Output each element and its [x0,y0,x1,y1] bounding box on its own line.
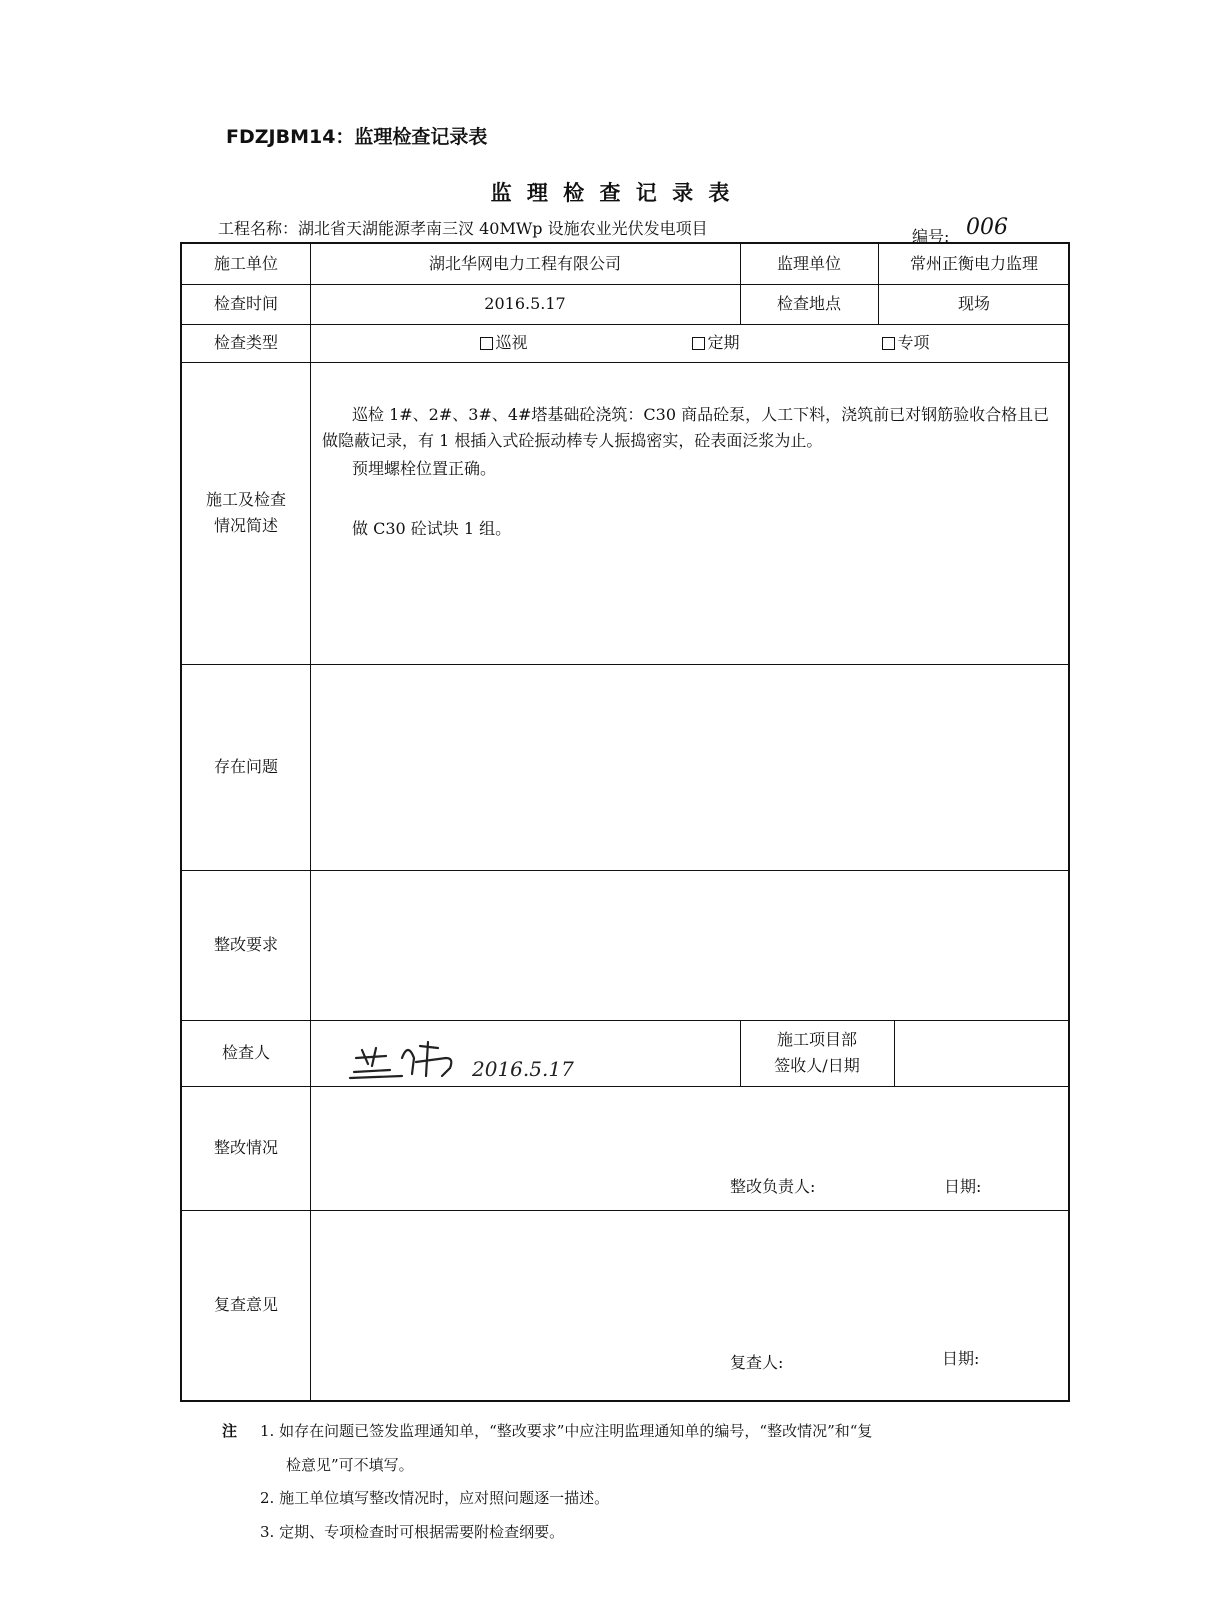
requirements-field[interactable] [310,870,1070,1020]
signature-scribble [342,1028,642,1084]
project-name: 工程名称：湖北省天湖能源孝南三汊 40MWp 设施农业光伏发电项目 [218,219,708,238]
checkbox-icon [480,337,493,350]
review-date-label: 日期: [942,1349,980,1368]
issues-field[interactable] [310,664,1070,870]
rectification-owner-label: 整改负责人: [730,1177,816,1196]
supervision-unit-label: 监理单位 [776,254,841,273]
type-option-periodic[interactable] [676,324,756,362]
inspector-signature [342,1028,642,1084]
serial-label: 编号: [912,227,950,246]
situation-label-line1: 施工及检查 [205,490,286,509]
construction-unit-label: 施工单位 [213,254,278,273]
type-option-special[interactable] [866,324,946,362]
situation-label [182,362,310,664]
serial-value-handwritten: 006 [966,215,1008,240]
type-option-patrol-label: 巡视 [495,333,528,352]
note-1-line1: 1. 如存在问题已签发监理通知单，“整改要求”中应注明监理通知单的编号，“整改情况”和“复 [260,1422,873,1440]
issues-label: 存在问题 [213,757,278,776]
situation-paragraph-2: 预埋螺栓位置正确。 [352,459,497,478]
rectification-date-label: 日期: [944,1177,982,1196]
document-id: FDZJBM14：监理检查记录表 [226,126,488,148]
review-label: 复查意见 [213,1295,278,1314]
receipt-label-line2: 签收人/日期 [774,1056,860,1075]
type-option-special-label: 专项 [897,333,930,352]
form-title: 监 理 检 查 记 录 表 [490,181,734,205]
receipt-field[interactable] [894,1020,1070,1086]
svg-text:2016.5.17: 2016.5.17 [472,1057,574,1081]
receipt-label-line1: 施工项目部 [776,1030,857,1049]
record-table [180,242,1070,1402]
note-2: 2. 施工单位填写整改情况时，应对照问题逐一描述。 [260,1489,610,1507]
notes-prefix: 注 [222,1422,238,1440]
requirements-label: 整改要求 [213,935,278,954]
note-1-line2: 检意见”可不填写。 [286,1456,414,1474]
inspection-time-value: 2016.5.17 [484,294,566,313]
construction-unit-value: 湖北华网电力工程有限公司 [428,254,621,273]
situation-paragraph-1: 巡检 1#、2#、3#、4#塔基础砼浇筑：C30 商品砼泵，人工下料，浇筑前已对钢筋验收合格且已做隐蔽记录，有 1 根插入式砼振动棒专人振捣密实，砼表面泛浆为止。 [322,405,1050,450]
type-option-patrol[interactable] [464,324,544,362]
situation-label-line2: 情况简述 [213,516,278,535]
reviewer-label: 复查人: [730,1353,784,1372]
rectification-label: 整改情况 [213,1138,278,1157]
checkbox-icon [692,337,705,350]
note-3: 3. 定期、专项检查时可根据需要附检查纲要。 [260,1523,565,1541]
receipt-label [740,1020,894,1086]
situation-paragraph-3: 做 C30 砼试块 1 组。 [352,519,512,538]
type-option-periodic-label: 定期 [707,333,740,352]
inspection-type-label: 检查类型 [213,333,278,352]
inspection-time-label: 检查时间 [213,294,278,313]
inspection-location-value: 现场 [957,294,990,313]
inspection-location-label: 检查地点 [776,294,841,313]
inspector-label: 检查人 [221,1043,270,1062]
checkbox-icon [882,337,895,350]
supervision-unit-value: 常州正衡电力监理 [909,254,1038,273]
